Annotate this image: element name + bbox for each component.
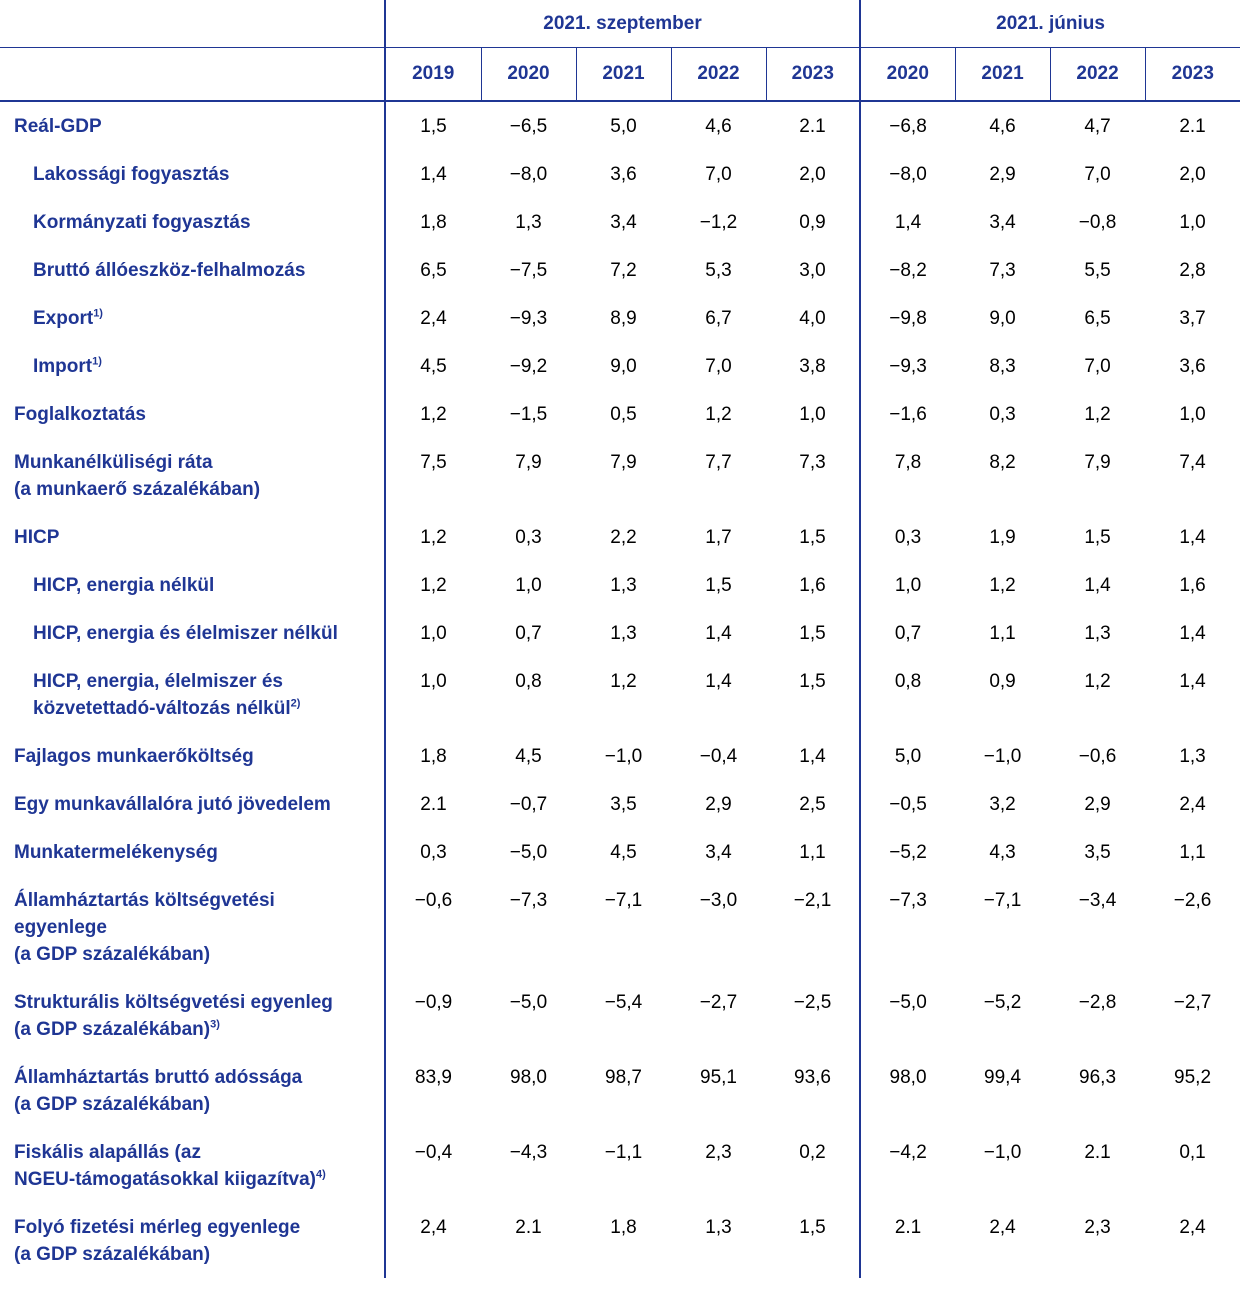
value-cell: −5,2	[860, 828, 955, 876]
row-label-line: Fajlagos munkaerőköltség	[14, 746, 254, 767]
value-cell: 7,3	[799, 452, 826, 473]
value-cell: −0,7	[509, 794, 548, 815]
value-cell: 1,0	[860, 561, 955, 609]
value-cell: 1,4	[705, 623, 732, 644]
row-label-line: Export	[33, 308, 94, 329]
value-cell: 5,0	[860, 732, 955, 780]
corner-cell	[0, 48, 385, 102]
value-cell: 1,2	[385, 390, 481, 438]
row-label-line: Államháztartás bruttó adóssága	[14, 1067, 303, 1088]
value-cell: 8,9	[610, 308, 637, 329]
value-cell: −8,0	[509, 164, 548, 185]
value-cell: −9,8	[860, 294, 955, 342]
table-row	[0, 876, 1240, 978]
row-label-line: (a GDP százalékában)	[14, 944, 211, 965]
row-label-line: Reál-GDP	[14, 116, 102, 137]
value-cell: −2,5	[793, 992, 832, 1013]
row-label-line: HICP, energia nélkül	[33, 575, 215, 596]
row-label	[0, 198, 385, 246]
row-label-line: HICP, energia és élelmiszer nélkül	[33, 623, 338, 644]
group-header-june: 2021. június	[860, 0, 1240, 48]
value-cell: −5,0	[509, 842, 548, 863]
row-label-line: Lakossági fogyasztás	[33, 164, 230, 185]
value-cell: −2,6	[1173, 890, 1212, 911]
table-row	[0, 1203, 1240, 1278]
row-label	[0, 1053, 385, 1128]
value-cell: −9,2	[509, 356, 548, 377]
table-row	[0, 198, 1240, 246]
value-cell: 2,4	[1179, 1217, 1206, 1238]
value-cell: 0,8	[515, 671, 542, 692]
value-cell: 7,9	[1084, 452, 1111, 473]
value-cell: 0,5	[610, 404, 637, 425]
table-row	[0, 978, 1240, 1053]
value-cell: −7,3	[509, 890, 548, 911]
table-row	[0, 828, 1240, 876]
row-label-line: Munkanélküliségi ráta	[14, 452, 213, 473]
value-cell: 7,0	[1084, 356, 1111, 377]
row-label-line: Folyó fizetési mérleg egyenlege	[14, 1217, 301, 1238]
value-cell: 1,3	[610, 623, 637, 644]
value-cell: 2,0	[799, 164, 826, 185]
value-cell: 2,4	[385, 294, 481, 342]
table-row	[0, 513, 1240, 561]
value-cell: 0,3	[860, 513, 955, 561]
table-row	[0, 390, 1240, 438]
table-row	[0, 732, 1240, 780]
value-cell: 6,5	[1084, 308, 1111, 329]
row-label-line: Import	[33, 356, 93, 377]
row-label	[0, 732, 385, 780]
value-cell: −3,0	[699, 890, 738, 911]
value-cell: 1,1	[1179, 842, 1206, 863]
row-label	[0, 780, 385, 828]
value-cell: −1,2	[699, 212, 738, 233]
value-cell: −3,4	[1078, 890, 1117, 911]
value-cell: 5,0	[610, 116, 637, 137]
row-label-line: (a GDP százalékában)	[14, 1019, 211, 1040]
value-cell: 0,9	[799, 212, 826, 233]
value-cell: −0,6	[385, 876, 481, 978]
value-cell: 1,6	[799, 575, 826, 596]
value-cell: 2,8	[1179, 260, 1206, 281]
row-label	[0, 246, 385, 294]
value-cell: −5,4	[604, 992, 643, 1013]
value-cell: 1,5	[1084, 527, 1111, 548]
value-cell: −9,3	[860, 342, 955, 390]
row-label	[0, 609, 385, 657]
value-cell: 1,8	[385, 732, 481, 780]
value-cell: 1,3	[515, 212, 542, 233]
value-cell: 4,5	[610, 842, 637, 863]
table-row	[0, 1053, 1240, 1128]
year-header: 2021	[955, 48, 1050, 102]
value-cell: 4,6	[989, 116, 1016, 137]
value-cell: 1,1	[799, 842, 826, 863]
year-header: 2020	[481, 48, 576, 102]
value-cell: 2,4	[1179, 794, 1206, 815]
table-row	[0, 294, 1240, 342]
value-cell: 0,3	[385, 828, 481, 876]
row-label-line: NGEU-támogatásokkal kiigazítva)	[14, 1169, 316, 1190]
value-cell: 7,0	[705, 164, 732, 185]
value-cell: 5,3	[705, 260, 732, 281]
value-cell: 1,0	[1179, 404, 1206, 425]
value-cell: 1,2	[610, 671, 637, 692]
footnote-marker: 1)	[93, 307, 103, 320]
value-cell: −5,2	[983, 992, 1022, 1013]
value-cell: 1,4	[860, 198, 955, 246]
value-cell: −0,6	[1078, 746, 1117, 767]
row-label	[0, 342, 385, 390]
value-cell: 2,9	[1084, 794, 1111, 815]
value-cell: 1,0	[385, 657, 481, 732]
row-label-line: Egy munkavállalóra jutó jövedelem	[14, 794, 331, 815]
value-cell: 1,0	[799, 404, 826, 425]
value-cell: −0,5	[860, 780, 955, 828]
value-cell: −2,8	[1078, 992, 1117, 1013]
row-label-line: Kormányzati fogyasztás	[33, 212, 251, 233]
value-cell: 1,4	[799, 746, 826, 767]
value-cell: 1,2	[705, 404, 732, 425]
table-body	[0, 101, 1240, 1278]
table-row	[0, 609, 1240, 657]
value-cell: 3,4	[705, 842, 732, 863]
year-header: 2019	[385, 48, 481, 102]
value-cell: 1,2	[385, 513, 481, 561]
value-cell: 1,4	[1179, 671, 1206, 692]
row-label	[0, 1203, 385, 1278]
value-cell: 1,3	[705, 1217, 732, 1238]
year-header: 2020	[860, 48, 955, 102]
value-cell: −7,1	[604, 890, 643, 911]
value-cell: 1,5	[799, 623, 826, 644]
value-cell: 1,3	[1084, 623, 1111, 644]
row-label	[0, 978, 385, 1053]
value-cell: 98,0	[860, 1053, 955, 1128]
value-cell: −7,5	[509, 260, 548, 281]
value-cell: 0,3	[989, 404, 1016, 425]
value-cell: 0,9	[989, 671, 1016, 692]
value-cell: 1,2	[385, 561, 481, 609]
row-label-line: Fiskális alapállás (az	[14, 1142, 201, 1163]
value-cell: 2.1	[799, 116, 826, 137]
table-row	[0, 1128, 1240, 1203]
value-cell: 1,5	[799, 527, 826, 548]
row-label	[0, 438, 385, 513]
value-cell: 2.1	[515, 1217, 542, 1238]
value-cell: −0,9	[385, 978, 481, 1053]
row-label	[0, 657, 385, 732]
value-cell: 8,2	[989, 452, 1016, 473]
value-cell: 83,9	[385, 1053, 481, 1128]
row-label-line: (a GDP százalékában)	[14, 1244, 211, 1265]
value-cell: 2,2	[610, 527, 637, 548]
row-label	[0, 561, 385, 609]
value-cell: 0,1	[1179, 1142, 1206, 1163]
row-label	[0, 1128, 385, 1203]
value-cell: −1,5	[509, 404, 548, 425]
value-cell: 2,3	[1084, 1217, 1111, 1238]
value-cell: 95,1	[700, 1067, 737, 1088]
value-cell: −8,0	[860, 150, 955, 198]
value-cell: 3,6	[610, 164, 637, 185]
row-label-line: (a GDP százalékában)	[14, 1094, 211, 1115]
value-cell: 0,3	[515, 527, 542, 548]
row-label-line: egyenlege	[14, 917, 107, 938]
value-cell: 2.1	[385, 780, 481, 828]
row-label-line: (a munkaerő százalékában)	[14, 479, 261, 500]
row-label-line: Bruttó állóeszköz-felhalmozás	[33, 260, 306, 281]
table-row	[0, 342, 1240, 390]
value-cell: 1,4	[705, 671, 732, 692]
value-cell: 3,0	[799, 260, 826, 281]
value-cell: −0,8	[1078, 212, 1117, 233]
table-row	[0, 438, 1240, 513]
footnote-marker: 2)	[290, 697, 301, 710]
value-cell: 3,6	[1179, 356, 1206, 377]
value-cell: −6,8	[860, 101, 955, 150]
row-label	[0, 828, 385, 876]
value-cell: 1,2	[1084, 671, 1111, 692]
row-label-line: HICP, energia, élelmiszer és	[33, 671, 283, 692]
value-cell: 3,2	[989, 794, 1016, 815]
value-cell: −1,1	[604, 1142, 643, 1163]
value-cell: 7,3	[989, 260, 1016, 281]
value-cell: 99,4	[984, 1067, 1022, 1088]
corner-cell	[0, 0, 385, 48]
value-cell: 98,0	[510, 1067, 547, 1088]
value-cell: −2,7	[1173, 992, 1212, 1013]
value-cell: 2,5	[799, 794, 826, 815]
value-cell: 9,0	[610, 356, 637, 377]
value-cell: 7,0	[1084, 164, 1111, 185]
value-cell: 1,2	[989, 575, 1016, 596]
value-cell: 4,5	[385, 342, 481, 390]
value-cell: 2,9	[989, 164, 1016, 185]
value-cell: 1,5	[705, 575, 732, 596]
value-cell: 7,5	[385, 438, 481, 513]
value-cell: 6,5	[385, 246, 481, 294]
value-cell: 1,9	[989, 527, 1016, 548]
value-cell: 1,5	[385, 101, 481, 150]
value-cell: 0,8	[860, 657, 955, 732]
value-cell: 4,5	[515, 746, 542, 767]
value-cell: 2.1	[1084, 1142, 1111, 1163]
value-cell: −1,0	[983, 1142, 1022, 1163]
value-cell: 3,8	[799, 356, 826, 377]
value-cell: 1,7	[705, 527, 732, 548]
value-cell: 0,7	[515, 623, 542, 644]
value-cell: 6,7	[705, 308, 732, 329]
value-cell: 2,3	[705, 1142, 732, 1163]
value-cell: −4,3	[509, 1142, 548, 1163]
table-row	[0, 780, 1240, 828]
value-cell: −7,3	[860, 876, 955, 978]
year-header: 2021	[576, 48, 671, 102]
year-header: 2023	[1145, 48, 1240, 102]
row-label-line: Munkatermelékenység	[14, 842, 218, 863]
value-cell: −1,0	[983, 746, 1022, 767]
row-label-line: HICP	[14, 527, 60, 548]
value-cell: 1,0	[515, 575, 542, 596]
group-header-september: 2021. szeptember	[385, 0, 860, 48]
value-cell: 4,6	[705, 116, 732, 137]
value-cell: 4,7	[1084, 116, 1111, 137]
value-cell: 7,4	[1179, 452, 1206, 473]
row-label-line: közvetettadó-változás nélkül	[33, 698, 291, 719]
value-cell: 3,7	[1179, 308, 1206, 329]
row-label	[0, 390, 385, 438]
value-cell: 2.1	[1179, 116, 1206, 137]
table-row	[0, 657, 1240, 732]
row-label	[0, 294, 385, 342]
value-cell: −5,0	[860, 978, 955, 1053]
year-header: 2023	[766, 48, 860, 102]
value-cell: 1,4	[385, 150, 481, 198]
value-cell: −5,0	[509, 992, 548, 1013]
value-cell: 3,5	[1084, 842, 1111, 863]
value-cell: 9,0	[989, 308, 1016, 329]
value-cell: 98,7	[605, 1067, 642, 1088]
value-cell: 3,4	[989, 212, 1016, 233]
footnote-marker: 1)	[92, 355, 102, 368]
row-label-line: Államháztartás költségvetési	[14, 890, 275, 911]
value-cell: −2,1	[793, 890, 832, 911]
value-cell: 1,0	[385, 609, 481, 657]
value-cell: 1,4	[1084, 575, 1111, 596]
table-row	[0, 150, 1240, 198]
value-cell: 2,9	[705, 794, 732, 815]
value-cell: −1,6	[860, 390, 955, 438]
value-cell: −1,0	[604, 746, 643, 767]
value-cell: 0,7	[860, 609, 955, 657]
value-cell: −9,3	[509, 308, 548, 329]
value-cell: 8,3	[989, 356, 1016, 377]
value-cell: 7,9	[515, 452, 542, 473]
table-row	[0, 246, 1240, 294]
value-cell: 1,8	[385, 198, 481, 246]
value-cell: −4,2	[860, 1128, 955, 1203]
row-label-line: Strukturális költségvetési egyenleg	[14, 992, 333, 1013]
value-cell: 2,0	[1179, 164, 1206, 185]
value-cell: 7,9	[610, 452, 637, 473]
value-cell: 5,5	[1084, 260, 1111, 281]
value-cell: 1,5	[799, 671, 826, 692]
value-cell: 7,8	[860, 438, 955, 513]
footnote-marker: 4)	[315, 1168, 326, 1181]
year-header: 2022	[1050, 48, 1145, 102]
value-cell: 95,2	[1174, 1067, 1212, 1088]
value-cell: 2.1	[860, 1203, 955, 1278]
value-cell: −2,7	[699, 992, 738, 1013]
value-cell: 1,2	[1084, 404, 1111, 425]
value-cell: −0,4	[699, 746, 738, 767]
value-cell: 1,4	[1179, 527, 1206, 548]
value-cell: 96,3	[1079, 1067, 1117, 1088]
value-cell: 2,4	[989, 1217, 1016, 1238]
value-cell: 2,4	[385, 1203, 481, 1278]
value-cell: 1,3	[1179, 746, 1206, 767]
value-cell: 0,2	[799, 1142, 826, 1163]
value-cell: 7,7	[705, 452, 732, 473]
table-row	[0, 561, 1240, 609]
value-cell: 4,3	[989, 842, 1016, 863]
table-row	[0, 101, 1240, 150]
value-cell: 3,4	[610, 212, 637, 233]
value-cell: 1,3	[610, 575, 637, 596]
value-cell: −7,1	[983, 890, 1022, 911]
row-label-line: Foglalkoztatás	[14, 404, 146, 425]
value-cell: −6,5	[509, 116, 548, 137]
value-cell: 93,6	[794, 1067, 831, 1088]
row-label	[0, 876, 385, 978]
value-cell: 7,2	[610, 260, 637, 281]
value-cell: 1,1	[989, 623, 1016, 644]
value-cell: 1,8	[610, 1217, 637, 1238]
value-cell: 4,0	[799, 308, 826, 329]
value-cell: 3,5	[610, 794, 637, 815]
value-cell: 1,6	[1179, 575, 1206, 596]
row-label	[0, 513, 385, 561]
value-cell: 1,5	[799, 1217, 826, 1238]
row-label	[0, 150, 385, 198]
value-cell: 1,0	[1179, 212, 1206, 233]
value-cell: 7,0	[705, 356, 732, 377]
value-cell: 1,4	[1179, 623, 1206, 644]
year-header: 2022	[671, 48, 766, 102]
footnote-marker: 3)	[210, 1018, 220, 1031]
value-cell: −0,4	[385, 1128, 481, 1203]
row-label	[0, 101, 385, 150]
value-cell: −8,2	[860, 246, 955, 294]
